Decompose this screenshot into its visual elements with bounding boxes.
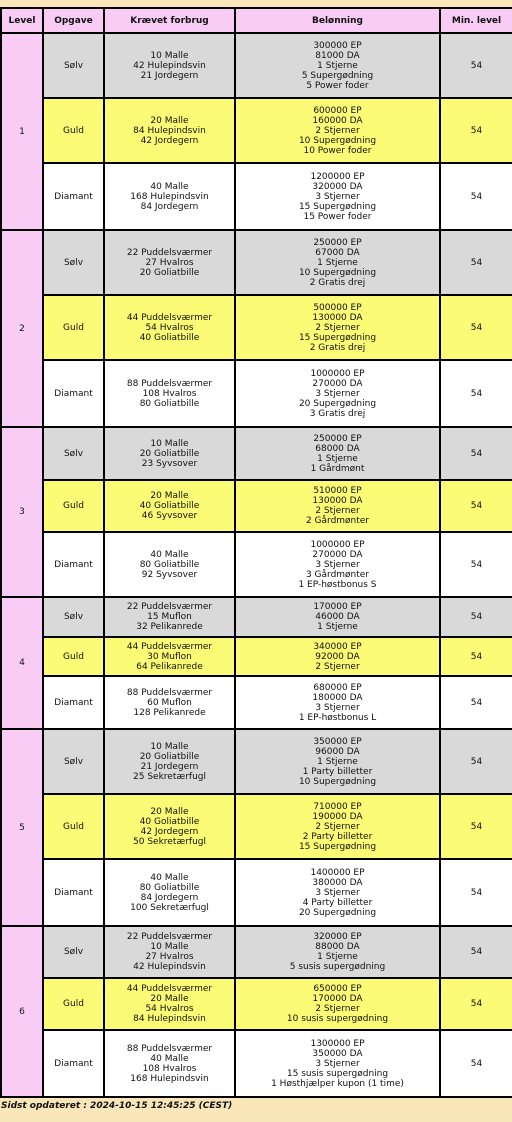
- reward-line: 2 Gratis drej: [309, 277, 366, 288]
- table-row: [1, 480, 512, 532]
- min-level-cell: 54: [440, 295, 512, 360]
- requirement-cell: [104, 163, 235, 230]
- requirement-line: 23 Syvsover: [141, 458, 198, 469]
- reward-cell: [235, 794, 440, 859]
- reward-line: 10 Supergødning: [298, 135, 377, 146]
- requirement-line: 60 Muflon: [147, 697, 192, 708]
- reward-cell: [235, 295, 440, 360]
- level-cell: 3: [1, 427, 43, 597]
- header-beloenning: Belønning: [235, 8, 440, 33]
- requirement-cell: [104, 926, 235, 978]
- requirement-cell: [104, 427, 235, 480]
- min-level-cell: 54: [440, 33, 512, 98]
- reward-line: 600000 EP: [313, 105, 362, 116]
- table-row: [1, 427, 512, 480]
- requirement-line: 22 Puddelsværmer: [126, 602, 213, 612]
- reward-line: 160000 DA: [312, 115, 363, 126]
- task-type-cell: Guld: [43, 637, 104, 676]
- requirement-line: 84 Hulepindsvin: [133, 125, 206, 136]
- reward-line: 10 Power foder: [303, 145, 372, 156]
- reward-line: 15 Power foder: [303, 211, 372, 222]
- min-level-cell: 54: [440, 480, 512, 532]
- reward-line: 2 Gårdmønter: [305, 516, 370, 526]
- table-row: [1, 859, 512, 926]
- min-level-cell: 54: [440, 98, 512, 163]
- reward-line: 92000 DA: [315, 651, 360, 662]
- requirement-line: 44 Puddelsværmer: [126, 312, 213, 323]
- requirement-line: 40 Goliatbille: [139, 816, 200, 827]
- level-cell: 5: [1, 729, 43, 926]
- reward-line: 15 Supergødning: [298, 841, 377, 852]
- level-cell: 4: [1, 597, 43, 729]
- task-type-cell: Sølv: [43, 729, 104, 794]
- requirement-line: 80 Goliatbille: [139, 882, 200, 893]
- requirement-cell: [104, 532, 235, 597]
- table-row: [1, 33, 512, 98]
- requirement-line: 108 Hvalros: [142, 388, 197, 399]
- requirement-line: 84 Jordegern: [140, 892, 199, 903]
- table-row: [1, 295, 512, 360]
- requirement-line: 42 Hulepindsvin: [133, 60, 206, 71]
- table-row: [1, 98, 512, 163]
- reward-cell: [235, 360, 440, 427]
- header-kraevet-forbrug: Krævet forbrug: [104, 8, 235, 33]
- requirement-cell: [104, 230, 235, 295]
- requirement-line: 20 Malle: [150, 115, 189, 126]
- min-level-cell: 54: [440, 676, 512, 729]
- table-row: [1, 978, 512, 1030]
- last-updated-text: Sidst opdateret : 2024-10-15 12:45:25 (CEST): [1, 1101, 233, 1111]
- reward-line: 300000 EP: [313, 40, 362, 51]
- reward-line: 1300000 EP: [310, 1038, 365, 1049]
- reward-line: 1 Stjerne: [317, 622, 358, 632]
- reward-line: 81000 DA: [315, 50, 360, 61]
- table-row: [1, 729, 512, 794]
- level-cell: 6: [1, 926, 43, 1097]
- task-type-cell: Diamant: [43, 1030, 104, 1097]
- requirement-line: 27 Hvalros: [145, 257, 194, 268]
- requirement-line: 88 Puddelsværmer: [126, 1043, 213, 1054]
- requirement-line: 168 Hulepindsvin: [130, 1073, 209, 1084]
- min-level-cell: 54: [440, 729, 512, 794]
- reward-line: 2 Stjerner: [315, 506, 360, 516]
- reward-line: 1 Stjerne: [317, 756, 358, 767]
- level-cell: 2: [1, 230, 43, 427]
- min-level-cell: 54: [440, 926, 512, 978]
- reward-line: 1 Høsthjælper kupon (1 time): [271, 1078, 404, 1089]
- requirement-cell: [104, 597, 235, 637]
- reward-line: 2 Party billetter: [302, 831, 373, 842]
- requirement-cell: [104, 637, 235, 676]
- task-type-cell: Sølv: [43, 427, 104, 480]
- table-row: [1, 597, 512, 637]
- reward-line: 67000 DA: [315, 247, 360, 258]
- reward-line: 680000 EP: [313, 682, 362, 693]
- reward-line: 1000000 EP: [310, 368, 365, 379]
- table-row: [1, 360, 512, 427]
- table-row: [1, 637, 512, 676]
- reward-line: 270000 DA: [312, 378, 363, 389]
- requirement-line: 168 Hulepindsvin: [130, 191, 209, 202]
- reward-line: 20 Supergødning: [298, 907, 377, 918]
- reward-line: 250000 EP: [313, 433, 362, 444]
- reward-line: 5 Supergødning: [301, 70, 374, 81]
- requirement-line: 100 Sekretærfugl: [130, 902, 209, 913]
- requirement-line: 40 Malle: [150, 549, 189, 560]
- reward-line: 1200000 EP: [310, 171, 365, 182]
- reward-line: 500000 EP: [313, 302, 362, 313]
- reward-cell: [235, 1030, 440, 1097]
- reward-line: 3 Gratis drej: [309, 408, 366, 419]
- requirement-line: 20 Malle: [150, 806, 189, 817]
- header-level: Level: [1, 8, 43, 33]
- requirement-line: 40 Malle: [150, 872, 189, 883]
- reward-line: 10 susis supergødning: [286, 1014, 389, 1024]
- requirement-line: 88 Puddelsværmer: [126, 687, 213, 698]
- reward-line: 1 Stjerne: [317, 453, 358, 464]
- requirement-line: 40 Malle: [150, 1053, 189, 1064]
- reward-cell: [235, 597, 440, 637]
- task-type-cell: Sølv: [43, 926, 104, 978]
- requirement-cell: [104, 1030, 235, 1097]
- task-type-cell: Sølv: [43, 230, 104, 295]
- requirement-line: 44 Puddelsværmer: [126, 984, 213, 994]
- reward-line: 250000 EP: [313, 237, 362, 248]
- task-type-cell: Sølv: [43, 33, 104, 98]
- requirement-line: 80 Goliatbille: [139, 559, 200, 570]
- reward-line: 380000 DA: [312, 877, 363, 888]
- reward-cell: [235, 532, 440, 597]
- task-type-cell: Diamant: [43, 532, 104, 597]
- reward-cell: [235, 676, 440, 729]
- reward-line: 5 Power foder: [306, 80, 369, 91]
- reward-line: 46000 DA: [315, 612, 360, 622]
- reward-line: 2 Stjerner: [315, 125, 360, 136]
- reward-line: 350000 DA: [312, 1048, 363, 1059]
- reward-line: 3 Stjerner: [315, 1058, 360, 1069]
- table-row: [1, 230, 512, 295]
- reward-line: 68000 DA: [315, 443, 360, 454]
- reward-line: 5 susis supergødning: [289, 962, 386, 972]
- reward-line: 3 Gårdmønter: [305, 569, 370, 580]
- reward-line: 3 Stjerner: [315, 702, 360, 713]
- reward-line: 1 Stjerne: [317, 257, 358, 268]
- requirement-line: 80 Goliatbille: [139, 398, 200, 409]
- requirement-line: 54 Hvalros: [145, 1004, 194, 1014]
- requirement-cell: [104, 978, 235, 1030]
- reward-line: 2 Stjerner: [315, 322, 360, 333]
- requirement-cell: [104, 676, 235, 729]
- reward-cell: [235, 33, 440, 98]
- min-level-cell: 54: [440, 1030, 512, 1097]
- requirement-cell: [104, 360, 235, 427]
- reward-line: 320000 DA: [312, 181, 363, 192]
- task-type-cell: Guld: [43, 98, 104, 163]
- reward-line: 350000 EP: [313, 736, 362, 747]
- reward-line: 2 Stjerner: [315, 821, 360, 832]
- reward-cell: [235, 637, 440, 676]
- requirement-line: 128 Pelikanrede: [133, 707, 206, 718]
- reward-cell: [235, 978, 440, 1030]
- reward-line: 190000 DA: [312, 811, 363, 822]
- requirement-line: 15 Muflon: [147, 612, 192, 622]
- requirement-line: 40 Malle: [150, 181, 189, 192]
- min-level-cell: 54: [440, 978, 512, 1030]
- table-row: [1, 794, 512, 859]
- reward-line: 1 EP-høstbonus S: [298, 579, 377, 590]
- reward-cell: [235, 480, 440, 532]
- requirement-line: 108 Hvalros: [142, 1063, 197, 1074]
- requirement-line: 40 Goliatbille: [139, 332, 200, 343]
- table-row: [1, 676, 512, 729]
- reward-line: 1 Party billetter: [302, 766, 373, 777]
- requirement-line: 21 Jordegern: [140, 761, 199, 772]
- reward-line: 650000 EP: [313, 984, 362, 994]
- reward-line: 3 Stjerner: [315, 887, 360, 898]
- requirement-line: 27 Hvalros: [145, 952, 194, 962]
- requirement-line: 10 Malle: [150, 438, 189, 449]
- reward-cell: [235, 859, 440, 926]
- requirement-line: 20 Goliatbille: [139, 448, 200, 459]
- min-level-cell: 54: [440, 637, 512, 676]
- table-row: [1, 163, 512, 230]
- requirement-line: 30 Muflon: [147, 651, 192, 662]
- task-type-cell: Diamant: [43, 676, 104, 729]
- quest-table: [0, 7, 512, 1098]
- reward-line: 2 Stjerner: [315, 1004, 360, 1014]
- task-type-cell: Diamant: [43, 163, 104, 230]
- requirement-line: 10 Malle: [150, 50, 189, 61]
- reward-line: 15 susis supergødning: [286, 1068, 389, 1079]
- reward-line: 320000 EP: [313, 932, 362, 942]
- task-type-cell: Guld: [43, 480, 104, 532]
- reward-line: 88000 DA: [315, 942, 360, 952]
- requirement-cell: [104, 859, 235, 926]
- table-header-row: [1, 8, 512, 33]
- reward-line: 170000 EP: [313, 602, 362, 612]
- reward-line: 1 EP-høstbonus L: [298, 712, 377, 723]
- requirement-line: 46 Syvsover: [141, 511, 198, 521]
- header-opgave: Opgave: [43, 8, 104, 33]
- reward-line: 130000 DA: [312, 496, 363, 506]
- reward-line: 340000 EP: [313, 641, 362, 652]
- reward-cell: [235, 98, 440, 163]
- requirement-line: 20 Malle: [150, 994, 189, 1004]
- requirement-cell: [104, 794, 235, 859]
- reward-line: 15 Supergødning: [298, 332, 377, 343]
- task-type-cell: Diamant: [43, 859, 104, 926]
- requirement-line: 10 Malle: [150, 942, 189, 952]
- reward-line: 170000 DA: [312, 994, 363, 1004]
- requirement-line: 42 Jordegern: [140, 135, 199, 146]
- min-level-cell: 54: [440, 794, 512, 859]
- requirement-line: 20 Malle: [150, 491, 189, 501]
- reward-line: 1 Stjerne: [317, 60, 358, 71]
- requirement-line: 22 Puddelsværmer: [126, 932, 213, 942]
- requirement-line: 92 Syvsover: [141, 569, 198, 580]
- reward-line: 1 Gårdmønt: [310, 463, 365, 474]
- requirement-cell: [104, 98, 235, 163]
- reward-line: 3 Stjerner: [315, 191, 360, 202]
- requirement-line: 50 Sekretærfugl: [133, 836, 206, 847]
- requirement-line: 32 Pelikanrede: [136, 622, 203, 632]
- table-body: [1, 33, 512, 1097]
- requirement-line: 64 Pelikanrede: [136, 661, 203, 672]
- reward-cell: [235, 163, 440, 230]
- reward-cell: [235, 230, 440, 295]
- requirement-cell: [104, 33, 235, 98]
- table-row: [1, 1030, 512, 1097]
- level-cell: 1: [1, 33, 43, 230]
- requirement-line: 88 Puddelsværmer: [126, 378, 213, 389]
- reward-line: 130000 DA: [312, 312, 363, 323]
- reward-line: 3 Stjerner: [315, 559, 360, 570]
- requirement-line: 40 Goliatbille: [139, 501, 200, 511]
- header-min-level: Min. level: [440, 8, 512, 33]
- min-level-cell: 54: [440, 532, 512, 597]
- reward-cell: [235, 729, 440, 794]
- task-type-cell: Guld: [43, 295, 104, 360]
- reward-line: 710000 EP: [313, 801, 362, 812]
- requirement-line: 44 Puddelsværmer: [126, 641, 213, 652]
- requirement-cell: [104, 295, 235, 360]
- requirement-line: 21 Jordegern: [140, 70, 199, 81]
- requirement-line: 42 Jordegern: [140, 826, 199, 837]
- min-level-cell: 54: [440, 230, 512, 295]
- table-row: [1, 926, 512, 978]
- task-type-cell: Diamant: [43, 360, 104, 427]
- reward-line: 1 Stjerne: [317, 952, 358, 962]
- task-type-cell: Guld: [43, 794, 104, 859]
- reward-line: 270000 DA: [312, 549, 363, 560]
- min-level-cell: 54: [440, 163, 512, 230]
- reward-line: 1000000 EP: [310, 539, 365, 550]
- requirement-line: 84 Jordegern: [140, 201, 199, 212]
- requirement-cell: [104, 729, 235, 794]
- reward-line: 1400000 EP: [310, 867, 365, 878]
- min-level-cell: 54: [440, 427, 512, 480]
- reward-line: 4 Party billetter: [302, 897, 373, 908]
- reward-line: 3 Stjerner: [315, 388, 360, 399]
- min-level-cell: 54: [440, 859, 512, 926]
- task-type-cell: Guld: [43, 978, 104, 1030]
- reward-cell: [235, 926, 440, 978]
- requirement-line: 20 Goliatbille: [139, 267, 200, 278]
- reward-line: 15 Supergødning: [298, 201, 377, 212]
- reward-line: 10 Supergødning: [298, 776, 377, 787]
- min-level-cell: 54: [440, 360, 512, 427]
- requirement-line: 54 Hvalros: [145, 322, 194, 333]
- reward-line: 2 Stjerner: [315, 661, 360, 672]
- reward-cell: [235, 427, 440, 480]
- requirement-line: 10 Malle: [150, 741, 189, 752]
- reward-line: 180000 DA: [312, 692, 363, 703]
- task-type-cell: Sølv: [43, 597, 104, 637]
- reward-line: 10 Supergødning: [298, 267, 377, 278]
- requirement-line: 84 Hulepindsvin: [133, 1014, 206, 1024]
- reward-line: 96000 DA: [315, 746, 360, 757]
- table-row: [1, 532, 512, 597]
- reward-line: 2 Gratis drej: [309, 342, 366, 353]
- requirement-line: 22 Puddelsværmer: [126, 247, 213, 258]
- min-level-cell: 54: [440, 597, 512, 637]
- requirement-cell: [104, 480, 235, 532]
- requirement-line: 42 Hulepindsvin: [133, 962, 206, 972]
- requirement-line: 25 Sekretærfugl: [133, 771, 206, 782]
- requirement-line: 20 Goliatbille: [139, 751, 200, 762]
- reward-line: 510000 EP: [313, 486, 362, 496]
- reward-line: 20 Supergødning: [298, 398, 377, 409]
